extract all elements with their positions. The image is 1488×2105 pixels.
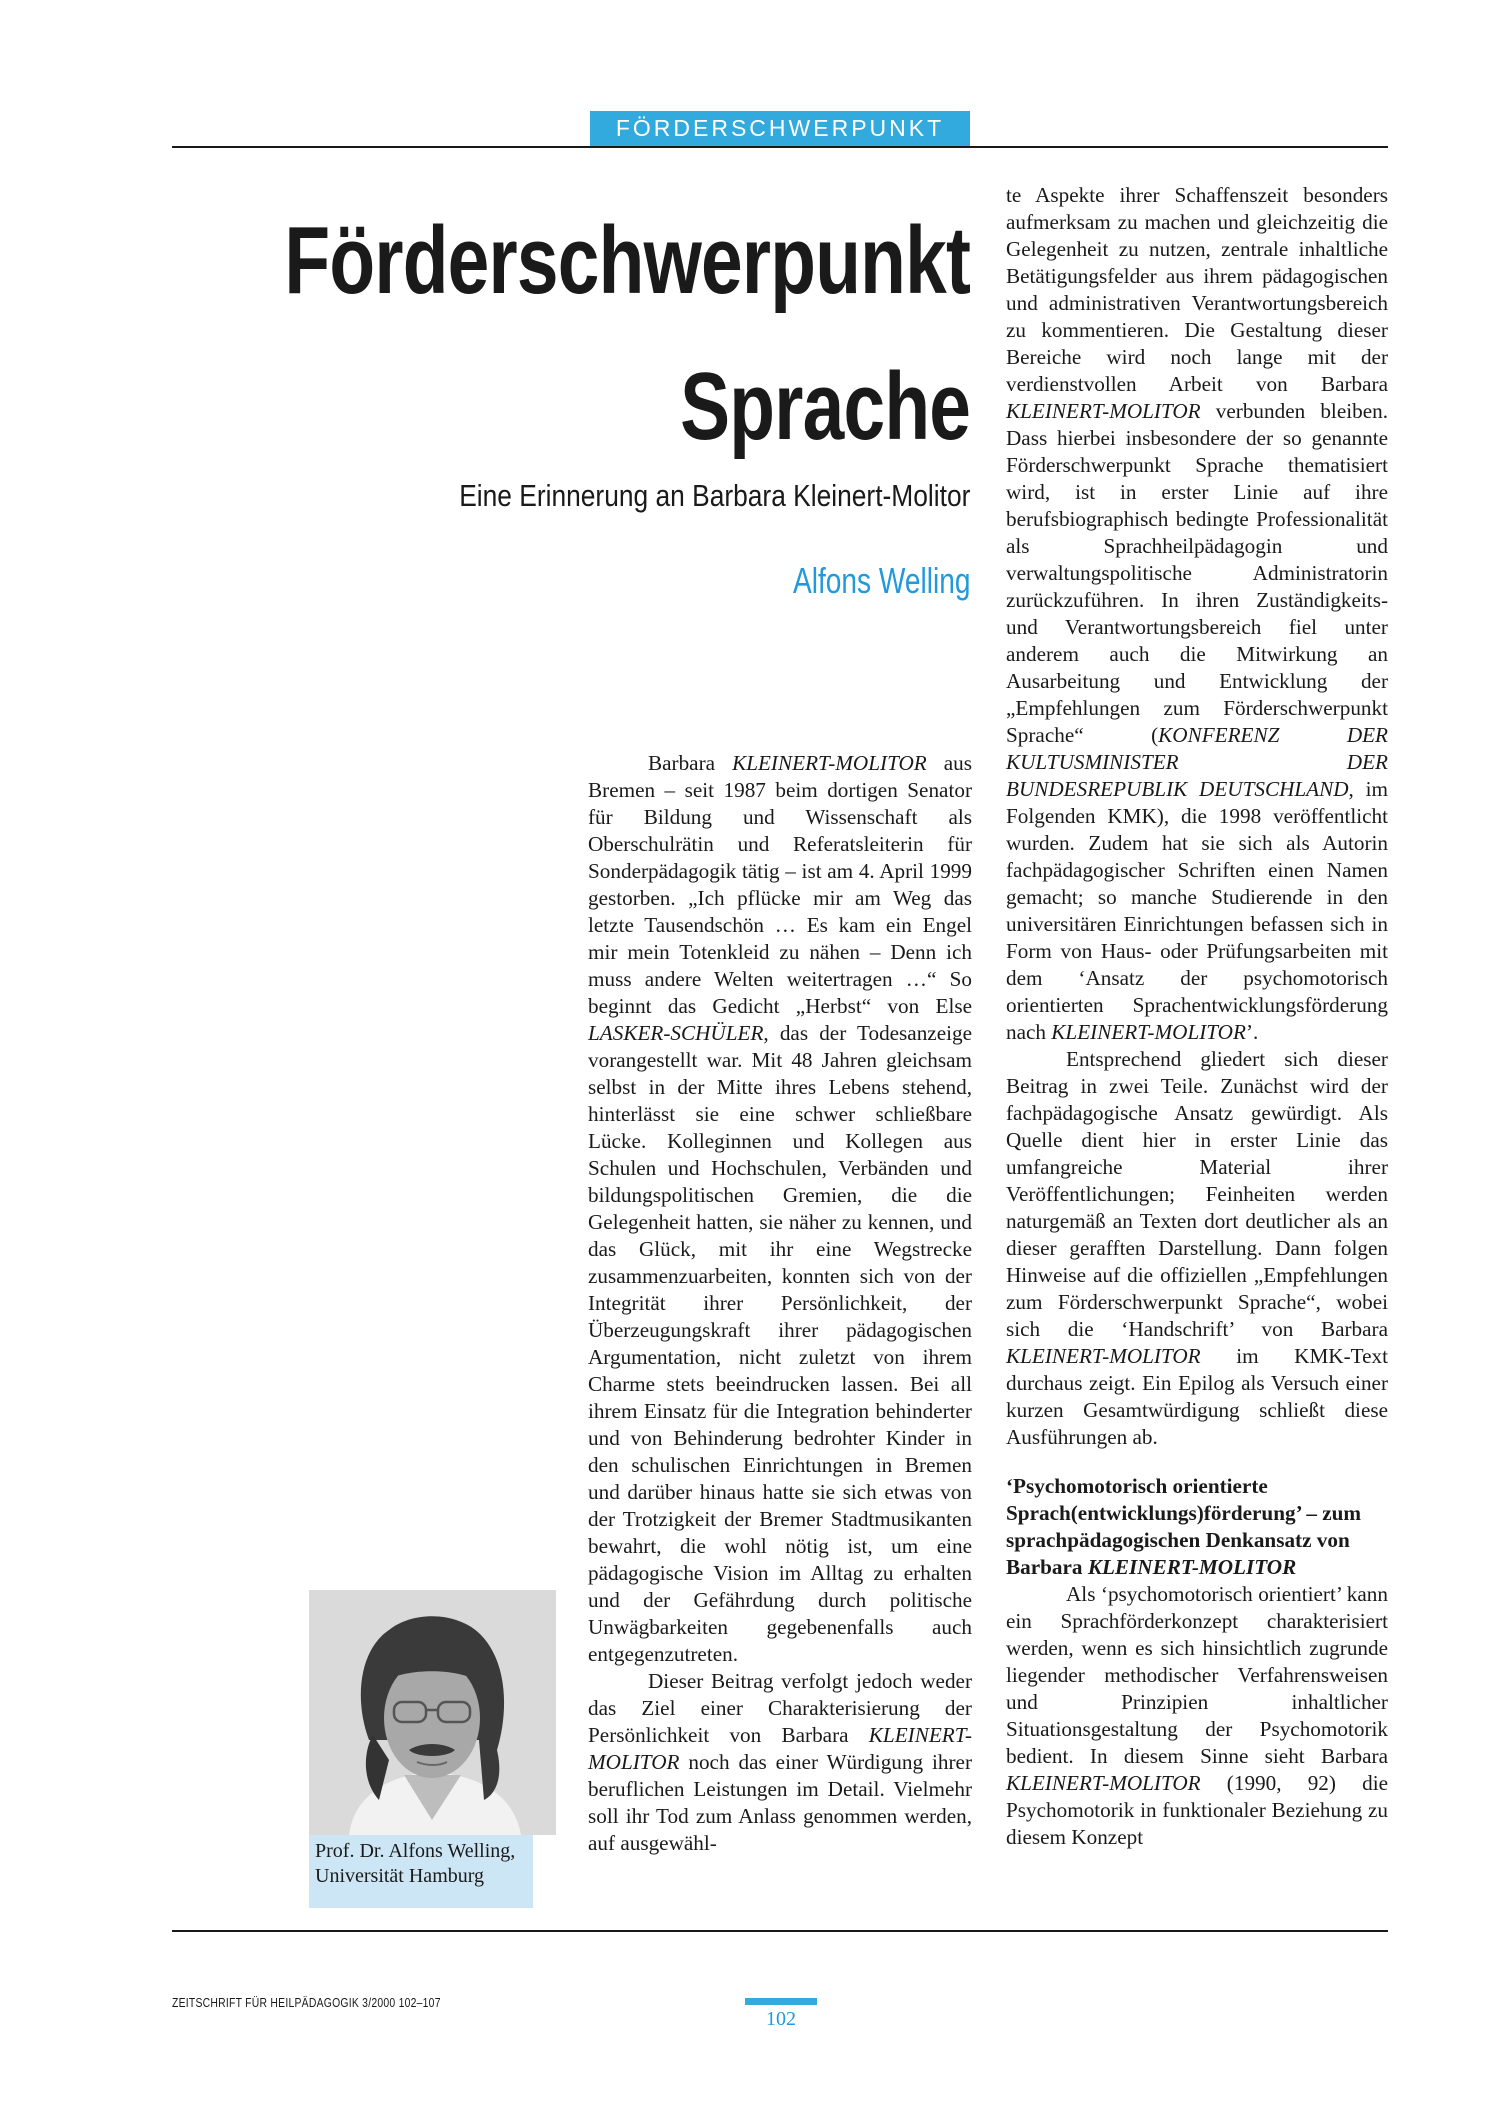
paragraph: Entsprechend gliedert sich dieser Beitrag in zwei Teile. Zunächst wird der fachpädagogische Ansatz gewürdigt. Als Quelle dient hier in erster Linie das umfangreiche Material ihrer Veröffentlichungen; Feinheiten werden naturgemäß an Texten dort deutlicher als an dieser gerafften Darstellung. Dann folgen Hinweise auf die offiziellen „Empfehlungen zum Förderschwerpunkt Sprache“, wobei sich die ‘Handschrift’ von Barbara KLEINERT-MOLITOR im KMK-Text durchaus zeigt. Ein Epilog als Versuch einer kurzen Gesamtwürdigung schließt diese Ausführungen ab. xyxy=(1006,1047,1388,1449)
article-title xyxy=(284,188,970,480)
page-number: 102 xyxy=(766,2008,796,2030)
caption-line-2: Universität Hamburg xyxy=(315,1865,485,1887)
title-line-2: Sprache xyxy=(679,353,970,460)
page-number-bar xyxy=(745,1998,817,2005)
photo-caption xyxy=(315,1839,515,1889)
author-photo xyxy=(309,1590,556,1835)
paragraph: Als ‘psychomotorisch orientiert’ kann ein Sprachförderkonzept charakterisiert werden, wenn es sich hinsichtlich zugrunde liegender methodischer Verfahrensweisen und Prinzipien inhaltlicher Situationsgestaltung der Psychomotorik bedient. In diesem Sinne sieht Barbara KLEINERT-MOLITOR (1990, 92) die Psychomotorik in funktionaler Beziehung zu diesem Konzept xyxy=(1006,1582,1388,1849)
article-author: Alfons Welling xyxy=(792,560,970,601)
text-column-1 xyxy=(588,750,972,1857)
paragraph: Dieser Beitrag verfolgt jedoch weder das Ziel einer Charakterisierung der Persönlichkeit von Barbara KLEINERT-MOLITOR noch das einer Würdigung ihrer beruflichen Leistungen im Detail. Vielmehr soll ihr Tod zum Anlass genommen werden, auf ausgewähl- xyxy=(588,1669,972,1855)
author-portrait-image xyxy=(309,1590,556,1835)
paragraph: te Aspekte ihrer Schaffenszeit besonders aufmerksam zu machen und gleichzeitig die Gelegenheit zu nutzen, zentrale inhaltliche Betätigungsfelder aus ihrem pädagogischen und administrativen Verantwortungsbereich zu kommentieren. Die Gestaltung dieser Bereiche wird noch lange mit der verdienstvollen Arbeit von Barbara KLEINERT-MOLITOR verbunden bleiben. Dass hierbei insbesondere der so genannte Förderschwerpunkt Sprache thematisiert wird, ist in erster Linie auf ihre berufsbiographisch bedingte Professionalität als Sprachheilpädagogin und verwaltungspolitische Administratorin zurückzuführen. In ihren Zuständigkeits- und Verantwortungsbereich fiel unter anderem auch die Mitwirkung an Ausarbeitung und Entwicklung der „Empfehlungen zum Förderschwerpunkt Sprache“ (KONFERENZ DER KULTUSMINISTER DER BUNDESREPUBLIK DEUTSCHLAND, im Folgenden KMK), die 1998 veröffentlicht wurden. Zudem hat sie sich als Autorin fachpädagogischer Schriften einen Namen gemacht; so manche Studierende in den universitären Einrichtungen befassen sich in Form von Haus- oder Prüfungsarbeiten mit dem ‘Ansatz der psychomotorisch orientierten Sprachentwicklungsförderung nach KLEINERT-MOLITOR’. xyxy=(1006,183,1389,1044)
article-subtitle: Eine Erinnerung an Barbara Kleinert-Molitor xyxy=(458,478,970,513)
section-label: FÖRDERSCHWERPUNKT SPRACHE xyxy=(590,111,970,146)
section-heading: ‘Psychomotorisch orientierte Sprach(entwicklungs)förderung’ – zum sprachpädagogischen Denkansatz von Barbara KLEINERT-MOLITOR xyxy=(1006,1474,1362,1579)
title-line-1: Förderschwerpunkt xyxy=(284,207,970,314)
bottom-rule xyxy=(172,1930,1388,1932)
paragraph: Barbara KLEINERT-MOLITOR aus Bremen – seit 1987 beim dortigen Senator für Bildung und Wissenschaft als Oberschulrätin und Referatsleiterin für Sonderpädagogik tätig – ist am 4. April 1999 gestorben. „Ich pflücke mir am Weg das letzte Tausendschön … Es kam ein Engel mir mein Totenkleid zu nähen – Denn ich muss andere Welten weitertragen …“ So beginnt das Gedicht „Herbst“ von Else LASKER-SCHÜLER, das der Todesanzeige vorangestellt war. Mit 48 Jahren gleichsam selbst in der Mitte ihres Lebens stehend, hinterlässt sie eine schwer schließbare Lücke. Kolleginnen und Kollegen aus Schulen und Hochschulen, Verbänden und bildungspolitischen Gremien, die die Gelegenheit hatten, sie näher zu kennen, und das Glück, mit ihr eine Wegstrecke zusammenzuarbeiten, konnten sich von der Integrität ihrer Persönlichkeit, der Überzeugungskraft ihrer pädagogischen Argumentation, nicht zuletzt von ihrem Charme stets beeindrucken lassen. Bei all ihrem Einsatz für die Integration behinderter und von Behinderung bedrohter Kinder in den schulischen Einrichtungen in Bremen und darüber hinaus hatte sie sich etwas von der Trotzigkeit der Bremer Stadtmusikanten bewahrt, die wohl nötig ist, um eine pädagogische Vision im Alltag zu erhalten und der Gefährdung durch politische Unwägbarkeiten gegebenenfalls auch entgegenzutreten. xyxy=(588,751,972,1666)
journal-citation: ZEITSCHRIFT FÜR HEILPÄDAGOGIK 3/2000 102–107 xyxy=(172,1995,441,2010)
text-column-2 xyxy=(1006,182,1388,1851)
caption-line-1: Prof. Dr. Alfons Welling, xyxy=(315,1840,516,1862)
